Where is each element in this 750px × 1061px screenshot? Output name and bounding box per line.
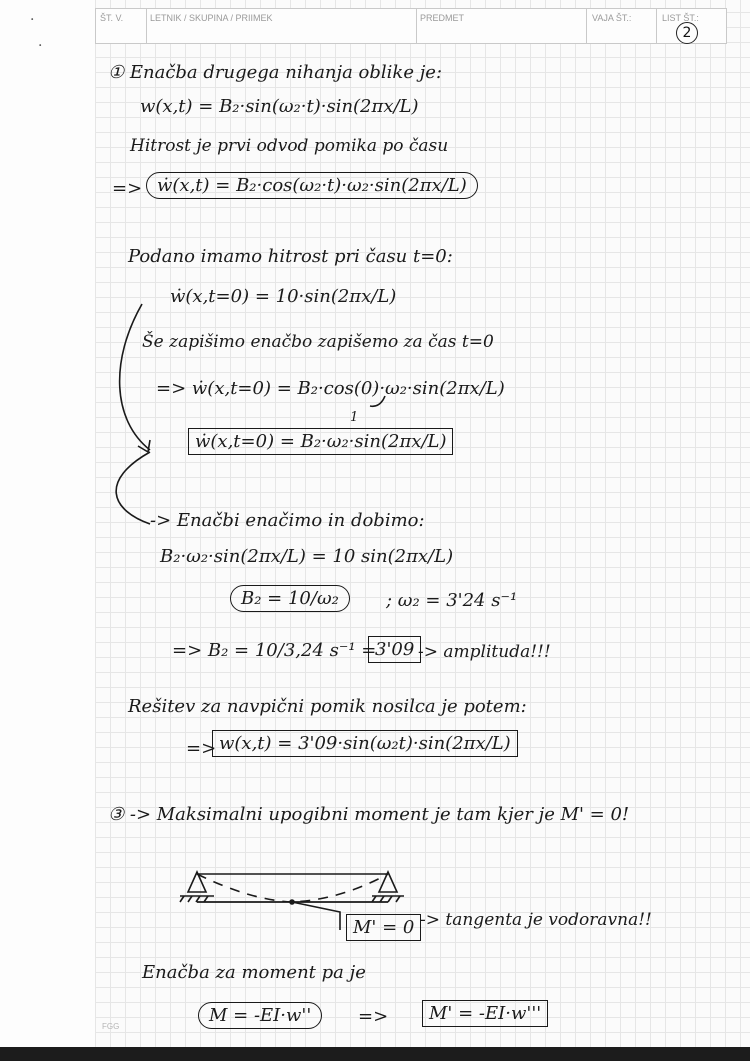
scan-speck: ·: [38, 38, 43, 54]
scan-speck: ·: [30, 12, 35, 28]
line-velocity-formula: ẇ(x,t) = B₂·cos(ω₂·t)·ω₂·sin(2πx/L): [146, 172, 478, 199]
line-equation-intro: ① Enačba drugega nihanja oblike je:: [108, 62, 443, 83]
page-number: 2: [676, 22, 698, 44]
line-rewrite-intro: Še zapišimo enačbo zapišemo za čas t=0: [142, 332, 494, 352]
amplitude-note: -> amplituda!!!: [418, 642, 551, 662]
footer-tag: FGG: [102, 1022, 120, 1031]
line-equate-formula: B₂·ω₂·sin(2πx/L) = 10 sin(2πx/L): [160, 546, 454, 567]
header-label: PREDMET: [420, 13, 465, 23]
line-displacement-formula: w(x,t) = B₂·sin(ω₂·t)·sin(2πx/L): [140, 96, 419, 117]
line-initial-velocity-intro: Podano imamo hitrost pri času t=0:: [128, 246, 453, 267]
line-equate-intro: -> Enačbi enačimo in dobimo:: [150, 510, 425, 531]
list-label: LIST ŠT.:: [662, 13, 699, 23]
line-omega-value: ; ω₂ = 3'24 s⁻¹: [386, 590, 518, 611]
line-solution-intro: Rešitev za navpični pomik nosilca je potem:: [128, 696, 527, 717]
line-initial-velocity: ẇ(x,t=0) = 10·sin(2πx/L): [170, 286, 397, 307]
line-solution-formula: w(x,t) = 3'09·sin(ω₂t)·sin(2πx/L): [212, 730, 518, 757]
arrow-solution: =>: [186, 738, 217, 759]
moment-formula: M = -EI·w'': [198, 1002, 322, 1029]
amplitude-result: 3'09: [368, 636, 421, 663]
arrow-velocity: =>: [112, 178, 143, 199]
arrow-moment: =>: [358, 1006, 389, 1027]
scan-edge: [0, 1047, 750, 1061]
header-label: ŠT. V.: [100, 13, 124, 23]
line-b2-expression: B₂ = 10/ω₂: [230, 585, 350, 612]
vaja-label: VAJA ŠT.:: [592, 13, 632, 23]
line-velocity-intro: Hitrost je prvi odvod pomika po času: [130, 136, 449, 156]
line-t0-formula: => ẇ(x,t=0) = B₂·cos(0)·ω₂·sin(2πx/L): [156, 378, 505, 399]
line-t0-simplified: ẇ(x,t=0) = B₂·ω₂·sin(2πx/L): [188, 428, 453, 455]
line-b2-calc: => B₂ = 10/3,24 s⁻¹ =: [172, 640, 377, 661]
cos-zero-value: 1: [350, 410, 359, 425]
tangent-note: -> tangenta je vodoravna!!: [420, 910, 652, 930]
line-max-moment: ③ -> Maksimalni upogibni moment je tam kjer je M' = 0!: [108, 804, 630, 825]
line-moment-intro: Enačba za moment pa je: [142, 962, 366, 983]
header-label: LETNIK / SKUPINA / PRIIMEK: [150, 13, 273, 23]
tangent-condition: M' = 0: [346, 914, 421, 941]
moment-derivative-formula: M' = -EI·w''': [422, 1000, 548, 1027]
